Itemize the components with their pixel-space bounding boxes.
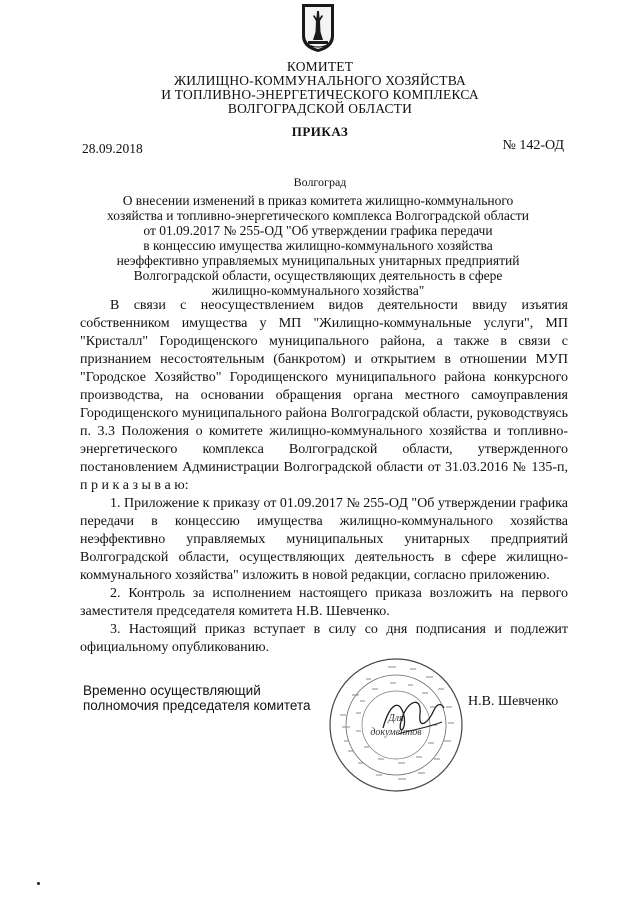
organization-name [120,60,520,116]
preamble-paragraph: В связи с неосуществлением видов деятельности ввиду изъятия собственником имущества у МП "Жилищно-коммунальные услуги", МП "Кристалл" Городищенского муниципального района, а также в связи с признанием несостоятельным (банкротом) и открытием в отношении МУП "Городское Хозяйство" Городищенского муниципального района конкурсного производства, на основании обращения органа местного самоуправления Городищенского муниципального района Волгоградской области, руководствуясь п. 3.3 Положения о комитете жилищно-коммунального хозяйства и топливно-энергетического комплекса Волгоградской области, утвержденного постановлением Администрации Волгоградской области от 31.03.2016 № 135-п, п р и к а з ы в а ю: [80,298,568,493]
volgograd-emblem-icon [300,2,336,54]
signatory-name: Н.В. Шевченко [468,694,559,709]
stamp-text-line2: документов [370,727,422,738]
signatory-position [83,683,311,713]
subject-line: Волгоградской области, осуществляющих деятельность в сфере [133,268,503,283]
clause-3-paragraph: 3. Настоящий приказ вступает в силу со дня подписания и подлежит официальному опубликованию. [80,622,568,655]
handwritten-signature [378,688,448,748]
order-date: 28.09.2018 [82,141,143,156]
subject-line: О внесении изменений в приказ комитета жилищно-коммунального [122,193,514,208]
org-line: КОМИТЕТ [286,59,354,74]
org-line: ЖИЛИЩНО-КОММУНАЛЬНОГО ХОЗЯЙСТВА [173,73,466,88]
subject-line: в концессию имущества жилищно-коммунального хозяйства [143,238,493,253]
subject-line: хозяйства и топливно-энергетического комплекса Волгоградской области [107,208,529,223]
clause-2-paragraph: 2. Контроль за исполнением настоящего приказа возложить на первого заместителя председателя комитета Н.В. Шевченко. [80,586,568,619]
subject-line: от 01.09.2017 № 255-ОД "Об утверждении графика передачи [143,223,493,238]
subject-line: неэффективно управляемых муниципальных унитарных предприятий [116,253,520,268]
clause-1-paragraph: 1. Приложение к приказу от 01.09.2017 № 255-ОД "Об утверждении графика передачи в концессию имущества жилищно-коммунального хозяйства неэффективно управляемых муниципальных унитарных предприятий Волгоградской области, осуществляющих деятельность в сфере жилищно-коммунального хозяйства" изложить в новой редакции, согласно приложению. [80,496,569,583]
document-type-title: ПРИКАЗ [291,124,349,139]
position-line: полномочия председателя комитета [83,698,311,713]
city-name: Волгоград [293,175,347,189]
stamp-text-line1: Для [388,713,404,724]
subject-line: жилищно-коммунального хозяйства" [211,283,425,298]
order-body [80,297,568,657]
org-line: ВОЛГОГРАДСКОЙ ОБЛАСТИ [227,101,413,116]
order-subject [90,193,546,298]
order-number: № 142-ОД [502,138,564,153]
scan-artifact-dot [37,882,40,885]
position-line: Временно осуществляющий [83,683,261,698]
org-line: И ТОПЛИВНО-ЭНЕРГЕТИЧЕСКОГО КОМПЛЕКСА [161,87,479,102]
